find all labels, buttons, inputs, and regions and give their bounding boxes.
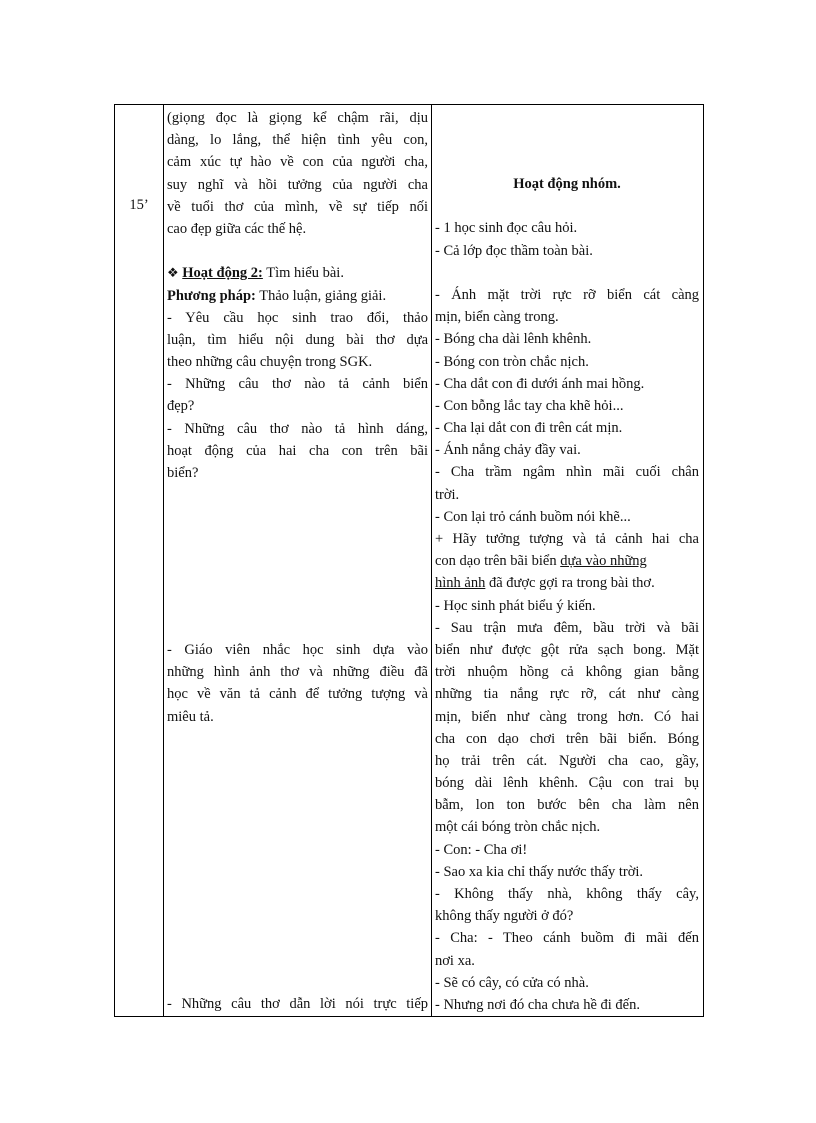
teacher-intro-line: về tuổi thơ của mình, về sự tiếp nối [167, 198, 428, 215]
teacher-question-line: biển? [167, 465, 199, 481]
activity-label: Hoạt động 2: [182, 265, 263, 282]
student-line: - 1 học sinh đọc câu hỏi. [435, 220, 578, 237]
student-line: mịn, biển như càng trong hơn. Có hai [435, 708, 699, 725]
student-line: - Cha trầm ngâm nhìn mãi cuối chân [435, 464, 699, 481]
spacer [435, 195, 699, 217]
teacher-question-line: hoạt động của hai cha con trên bãi [167, 442, 428, 459]
student-line: bẫm, lon ton bước bên cha làm nên [435, 797, 699, 814]
spacer [435, 262, 699, 284]
imagine-underlined: dựa vào những [560, 553, 647, 570]
method-text: Thảo luận, giảng giải. [255, 287, 387, 304]
student-line: cha con dạo chơi trên bãi biển. Bóng [435, 730, 699, 747]
student-line: một cái bóng tròn chắc nịch. [435, 819, 601, 836]
imagine-text: con dạo trên bãi biển [435, 553, 561, 570]
lesson-table [114, 104, 704, 1017]
time-cell: 15’ [129, 197, 149, 213]
student-line: - Cha dắt con đi dưới ánh mai hồng. [435, 375, 645, 392]
student-line: - Học sinh phát biểu ý kiến. [435, 597, 596, 614]
student-line: những tia nắng rực rỡ, cát như càng [435, 686, 699, 703]
teacher-intro-line: dàng, lo lắng, thể hiện tình yêu con, [167, 132, 428, 149]
student-line: mịn, biển càng trong. [435, 309, 559, 326]
column-divider-2 [431, 105, 432, 1016]
student-line: - Sao xa kia chỉ thấy nước thấy trời. [435, 863, 644, 880]
method-line [167, 285, 428, 307]
teacher-reminder-line: miêu tả. [167, 708, 214, 725]
student-line: - Ánh nắng chảy đầy vai. [435, 442, 581, 459]
teacher-question-line: - Yêu cầu học sinh trao đổi, thảo [167, 309, 428, 326]
student-line: - Cha lại dắt con đi trên cát mịn. [435, 420, 623, 437]
student-line: trời nhuộm hồng cả không gian bằng [435, 664, 699, 681]
teacher-question-line: luận, tìm hiểu nội dung bài thơ dựa [167, 331, 428, 348]
student-line: - Sẽ có cây, có cửa có nhà. [435, 974, 589, 991]
teacher-question-line: - Những câu thơ nào tả cảnh biển [167, 376, 428, 393]
student-line: bóng dài lênh khênh. Cậu con trai bụ [435, 775, 699, 792]
student-line: - Nhưng nơi đó cha chưa hề đi đến. [435, 996, 640, 1013]
student-line: + Hãy tưởng tượng và tả cảnh hai cha [435, 531, 699, 547]
student-line: họ trải trên cát. Người cha cao, gầy, [435, 752, 699, 769]
student-line: - Ánh mặt trời rực rỡ biển cát càng [435, 286, 699, 303]
spacer [167, 240, 428, 262]
student-line: không thấy người ở đó? [435, 908, 574, 925]
activity-text: Tìm hiểu bài. [262, 265, 344, 282]
method-label: Phương pháp: [167, 287, 256, 304]
teacher-column [167, 105, 428, 484]
teacher-intro-line: cảm xúc tự hào về con của người cha, [167, 154, 428, 171]
student-line: trời. [435, 486, 460, 503]
student-line: - Cha: - Theo cánh buồm đi mãi đến [435, 930, 699, 947]
student-line: - Con bỗng lắc tay cha khẽ hỏi... [435, 397, 624, 414]
student-line: - Không thấy nhà, không thấy cây, [435, 886, 699, 902]
student-line: - Bóng cha dài lênh khênh. [435, 331, 592, 348]
teacher-intro-line: (giọng đọc là giọng kể chậm rãi, dịu [167, 110, 428, 126]
student-line: nơi xa. [435, 952, 475, 969]
student-column [435, 173, 699, 1016]
imagine-line-2 [435, 572, 699, 594]
student-line: biển như được gột rửa sạch bong. Mặt [435, 641, 699, 658]
teacher-reminder [167, 639, 428, 728]
student-line: - Con: - Cha ơi! [435, 841, 528, 858]
teacher-reminder-line: - Giáo viên nhắc học sinh dựa vào [167, 642, 428, 658]
teacher-intro-line: suy nghĩ và hồi tưởng của người cha [167, 176, 428, 193]
student-heading: Hoạt động nhóm. [513, 176, 621, 192]
teacher-question-line: theo những câu chuyện trong SGK. [167, 354, 373, 371]
student-line: - Con lại trỏ cánh buồm nói khẽ... [435, 508, 631, 525]
teacher-reminder-line: học về văn tả cảnh để tưởng tượng và [167, 686, 428, 703]
teacher-reminder-line: những hình ảnh thơ và những điều đã [167, 664, 428, 681]
teacher-last-line: - Những câu thơ dẫn lời nói trực tiếp [167, 996, 428, 1012]
student-line: - Sau trận mưa đêm, bầu trời và bãi [435, 619, 699, 636]
imagine-line [435, 550, 699, 572]
diamond-bullet-icon: ❖ [167, 265, 179, 281]
student-line: - Cả lớp đọc thầm toàn bài. [435, 242, 593, 259]
activity-heading [167, 262, 428, 284]
column-divider-1 [163, 105, 164, 1016]
student-line: - Bóng con tròn chắc nịch. [435, 353, 589, 370]
teacher-last [167, 993, 428, 1015]
teacher-intro-line: cao đẹp giữa các thế hệ. [167, 220, 307, 237]
imagine-text-2: đã được gợi ra trong bài thơ. [485, 575, 655, 592]
imagine-underlined-2: hình ảnh [435, 575, 486, 592]
teacher-question-line: đẹp? [167, 398, 195, 415]
teacher-question-line: - Những câu thơ nào tả hình dáng, [167, 420, 428, 437]
